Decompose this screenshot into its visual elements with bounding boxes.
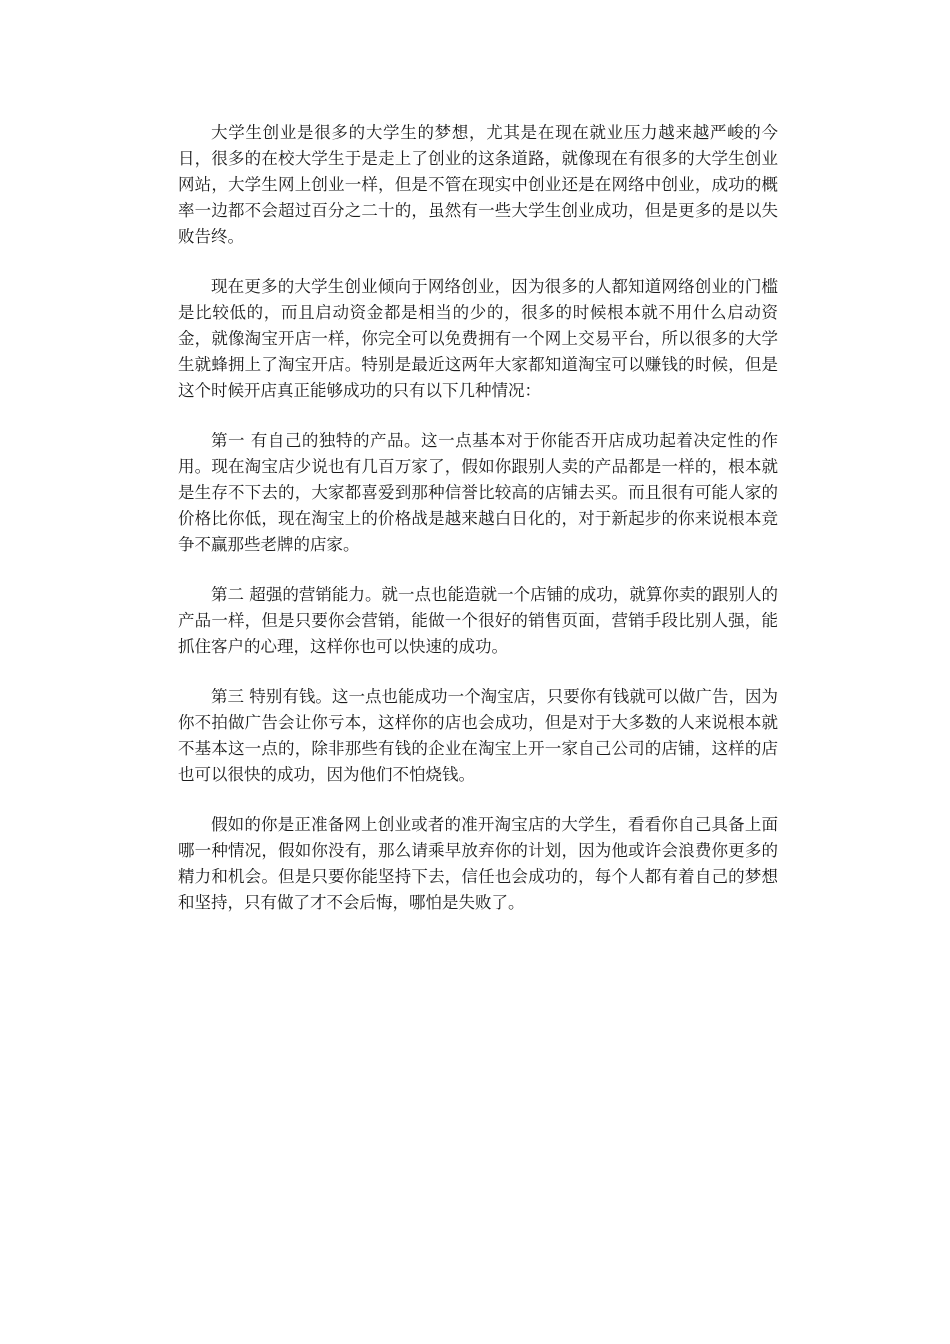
paragraph-network-startup: 现在更多的大学生创业倾向于网络创业，因为很多的人都知道网络创业的门槛是比较低的，而且启动资金都是相当的少的，很多的时候根本就不用什么启动资金，就像淘宝开店一样，你完全可以免费拥有一个网上交易平台，所以很多的大学生就蜂拥上了淘宝开店。特别是最近这两年大家都知道淘宝可以赚钱的时候，但是这个时候开店真正能够成功的只有以下几种情况： [178,277,778,400]
paragraph-point-one: 第一 有自己的独特的产品。这一点基本对于你能否开店成功起着决定性的作用。现在淘宝店少说也有几百万家了，假如你跟别人卖的产品都是一样的，根本就是生存不下去的，大家都喜爱到那种信誉比较高的店铺去买。而且很有可能人家的价格比你低，现在淘宝上的价格战是越来越白日化的，对于新起步的你来说根本竞争不赢那些老牌的店家。 [178,431,778,554]
paragraph-conclusion: 假如的你是正准备网上创业或者的准开淘宝店的大学生，看看你自己具备上面哪一种情况，假如你没有，那么请乘早放弃你的计划，因为他或许会浪费你更多的精力和机会。但是只要你能坚持下去，信任也会成功的，每个人都有着自己的梦想和坚持，只有做了才不会后悔，哪怕是失败了。 [178,815,778,912]
paragraph-intro: 大学生创业是很多的大学生的梦想，尤其是在现在就业压力越来越严峻的今日，很多的在校大学生于是走上了创业的这条道路，就像现在有很多的大学生创业网站，大学生网上创业一样，但是不管在现实中创业还是在网络中创业，成功的概率一边都不会超过百分之二十的，虽然有一些大学生创业成功，但是更多的是以失败告终。 [178,123,778,246]
paragraph-point-two: 第二 超强的营销能力。就一点也能造就一个店铺的成功，就算你卖的跟别人的产品一样，但是只要你会营销，能做一个很好的销售页面，营销手段比别人强，能抓住客户的心理，这样你也可以快速的成功。 [178,585,778,656]
document-body [178,120,778,940]
paragraph-point-three: 第三 特别有钱。这一点也能成功一个淘宝店，只要你有钱就可以做广告，因为你不拍做广告会让你亏本，这样你的店也会成功，但是对于大多数的人来说根本就不基本这一点的，除非那些有钱的企业在淘宝上开一家自己公司的店铺，这样的店也可以很快的成功，因为他们不怕烧钱。 [178,687,778,784]
